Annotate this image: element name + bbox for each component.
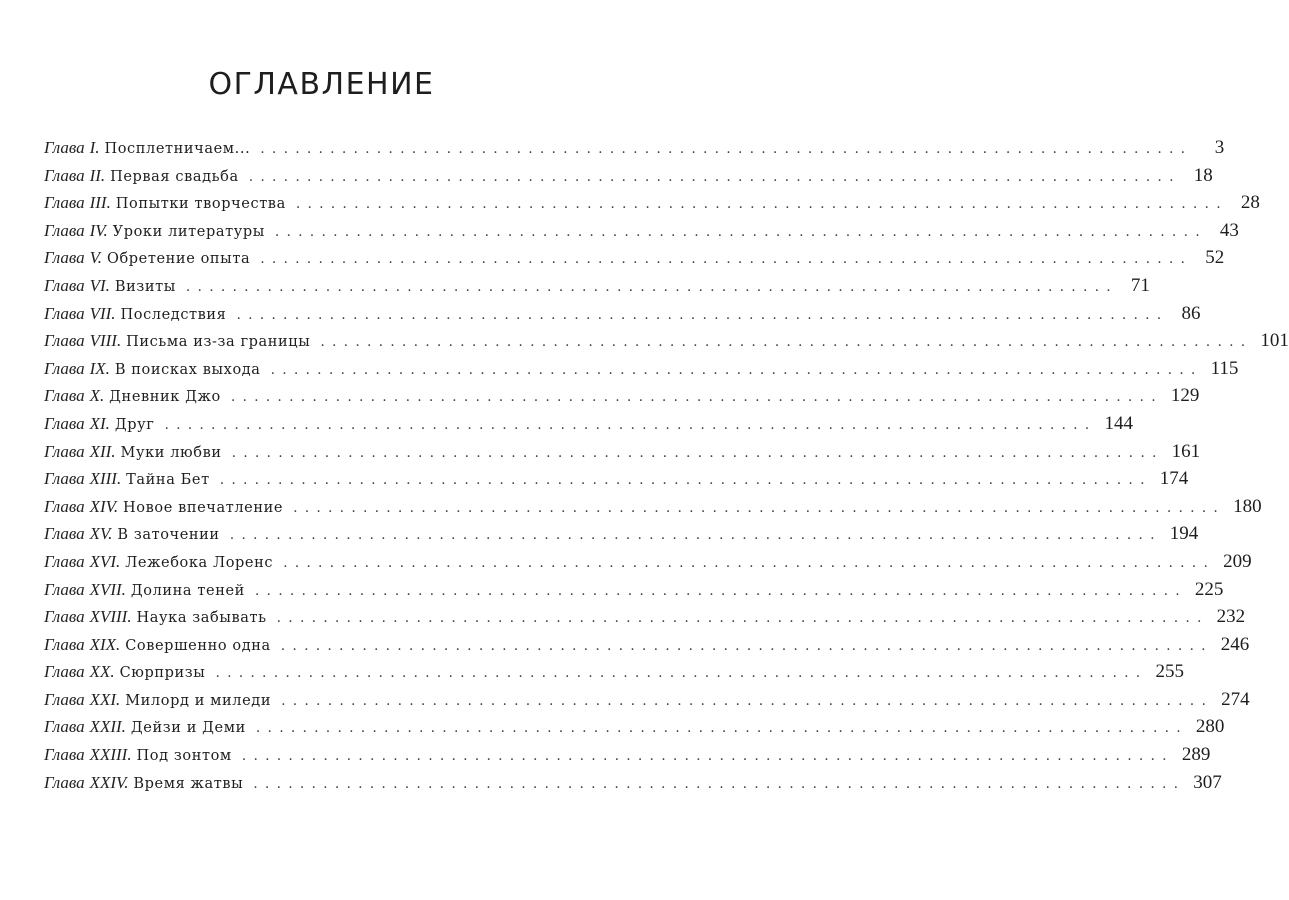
page-number: 115 xyxy=(1210,357,1239,379)
toc-entry xyxy=(44,355,1239,383)
chapter-number: VI. xyxy=(89,275,110,295)
chapter-title: Дневник Джо xyxy=(109,389,221,406)
page-title: ОГЛАВЛЕНИЕ xyxy=(208,67,435,102)
chapter-title: Последствия xyxy=(120,306,227,323)
toc-entry xyxy=(44,300,1201,328)
chapter-label: Глава xyxy=(44,331,85,351)
chapter-title: Совершенно одна xyxy=(125,637,271,654)
dot-leader: ................................................................................ xyxy=(164,416,1097,433)
chapter-number: XXI. xyxy=(89,689,121,709)
page-number: 289 xyxy=(1181,744,1211,766)
chapter-title: Письма из-за границы xyxy=(126,334,311,351)
chapter-number: XXII. xyxy=(89,717,126,737)
page-number: 225 xyxy=(1194,578,1224,600)
page-number: 144 xyxy=(1104,412,1133,434)
dot-leader: ................................................................................ xyxy=(260,141,1193,157)
chapter-label: Глава xyxy=(44,717,85,737)
chapter-number: I. xyxy=(89,138,100,157)
dot-leader: ................................................................................ xyxy=(276,610,1209,627)
toc-entry xyxy=(44,217,1239,245)
chapter-title: Дейзи и Деми xyxy=(130,720,246,737)
chapter-number: VII. xyxy=(89,303,116,323)
chapter-title: Муки любви xyxy=(120,444,222,461)
chapter-title: Визиты xyxy=(114,278,176,295)
dot-leader: ................................................................................ xyxy=(253,775,1186,792)
dot-leader: ................................................................................ xyxy=(255,720,1188,737)
chapter-title: Тайна Бет xyxy=(126,472,210,489)
chapter-label: Глава xyxy=(44,165,85,185)
chapter-title: Уроки литературы xyxy=(112,223,265,240)
chapter-title: Сюрпризы xyxy=(119,665,206,682)
chapter-number: XXIII. xyxy=(89,745,132,765)
chapter-label: Глава xyxy=(44,138,85,157)
chapter-label: Глава xyxy=(44,607,85,627)
page-number: 280 xyxy=(1195,716,1225,738)
chapter-label: Глава xyxy=(44,634,85,654)
page-number: 274 xyxy=(1221,688,1250,710)
chapter-title: Обретение опыта xyxy=(106,251,251,268)
chapter-label: Глава xyxy=(44,220,85,240)
page-number: 174 xyxy=(1159,468,1189,490)
chapter-number: II. xyxy=(89,165,106,185)
toc-entry xyxy=(44,438,1201,466)
chapter-number: V. xyxy=(89,248,103,268)
chapter-label: Глава xyxy=(44,579,85,599)
dot-leader: ................................................................................ xyxy=(260,251,1193,268)
toc-entry xyxy=(44,658,1184,686)
chapter-label: Глава xyxy=(44,413,85,433)
page-number: 18 xyxy=(1193,164,1213,186)
toc-entry xyxy=(44,244,1225,272)
dot-leader: ................................................................................ xyxy=(230,389,1163,406)
toc-entry xyxy=(44,741,1211,769)
dot-leader: ................................................................................ xyxy=(231,444,1164,461)
chapter-label: Глава xyxy=(44,469,85,489)
page-number: 86 xyxy=(1181,302,1201,324)
page-number: 71 xyxy=(1130,274,1150,296)
chapter-number: XIX. xyxy=(89,634,121,654)
dot-leader: ................................................................................ xyxy=(283,554,1216,571)
page-number: 161 xyxy=(1171,440,1201,462)
page-number: 3 xyxy=(1214,137,1225,158)
toc-entry xyxy=(44,410,1133,438)
toc-entry xyxy=(44,465,1189,493)
chapter-label: Глава xyxy=(44,193,85,213)
dot-leader: ................................................................................ xyxy=(185,278,1118,295)
dot-leader: ................................................................................ xyxy=(248,168,1181,185)
chapter-number: X. xyxy=(89,386,105,406)
chapter-number: XIII. xyxy=(89,469,122,489)
chapter-number: XIV. xyxy=(89,496,119,516)
dot-leader: ................................................................................ xyxy=(215,665,1148,682)
chapter-title: Попытки творчества xyxy=(115,196,286,213)
toc-entry xyxy=(44,548,1252,576)
toc-entry xyxy=(44,382,1200,410)
chapter-title: Милорд и миледи xyxy=(125,692,272,709)
chapter-label: Глава xyxy=(44,303,85,323)
page-number: 307 xyxy=(1193,771,1222,793)
toc-entry xyxy=(44,272,1150,300)
page-number: 209 xyxy=(1223,550,1252,572)
page-number: 194 xyxy=(1169,523,1199,545)
chapter-title: Наука забывать xyxy=(136,610,267,627)
chapter-title: Под зонтом xyxy=(136,748,232,765)
table-of-contents xyxy=(44,134,1289,796)
chapter-title: Посплетничаем... xyxy=(104,141,251,157)
chapter-number: III. xyxy=(89,193,111,213)
dot-leader: ................................................................................ xyxy=(270,361,1203,378)
chapter-number: IV. xyxy=(89,220,108,240)
page-number: 43 xyxy=(1219,219,1239,241)
dot-leader: ................................................................................ xyxy=(293,499,1226,516)
dot-leader: ................................................................................ xyxy=(254,582,1187,599)
chapter-title: Новое впечатление xyxy=(123,499,284,516)
toc-entry xyxy=(44,686,1250,714)
chapter-number: IX. xyxy=(89,358,110,378)
page-number: 52 xyxy=(1205,247,1225,269)
chapter-number: XI. xyxy=(89,413,110,433)
chapter-label: Глава xyxy=(44,524,85,544)
toc-entry xyxy=(44,576,1224,604)
chapter-title: В заточении xyxy=(117,527,220,544)
toc-entry xyxy=(44,713,1225,741)
chapter-number: VIII. xyxy=(89,331,122,351)
page-number: 246 xyxy=(1220,633,1250,655)
dot-leader: ................................................................................ xyxy=(281,692,1214,709)
chapter-number: XVI. xyxy=(89,551,121,571)
toc-entry xyxy=(44,134,1225,162)
chapter-number: XX. xyxy=(89,662,115,682)
dot-leader: ................................................................................ xyxy=(274,223,1207,240)
chapter-number: XVII. xyxy=(89,579,126,599)
chapter-label: Глава xyxy=(44,275,85,295)
toc-entry xyxy=(44,769,1222,797)
chapter-title: Долина теней xyxy=(130,582,245,599)
toc-entry xyxy=(44,603,1246,631)
page-number: 129 xyxy=(1170,385,1200,407)
chapter-label: Глава xyxy=(44,662,85,682)
toc-entry xyxy=(44,327,1289,355)
chapter-number: XVIII. xyxy=(89,607,132,627)
toc-entry xyxy=(44,631,1250,659)
dot-leader: ................................................................................ xyxy=(219,472,1152,489)
dot-leader: ................................................................................ xyxy=(320,334,1253,351)
page-number: 255 xyxy=(1155,661,1184,683)
chapter-label: Глава xyxy=(44,358,85,378)
chapter-label: Глава xyxy=(44,386,85,406)
chapter-label: Глава xyxy=(44,496,85,516)
dot-leader: ................................................................................ xyxy=(280,637,1213,654)
chapter-title: Время жатвы xyxy=(133,775,244,792)
page-number: 180 xyxy=(1233,495,1262,517)
chapter-label: Глава xyxy=(44,441,85,461)
chapter-title: Первая свадьба xyxy=(110,168,239,185)
chapter-title: Друг xyxy=(114,416,155,433)
chapter-number: XXIV. xyxy=(89,772,129,792)
chapter-label: Глава xyxy=(44,689,85,709)
chapter-number: XV. xyxy=(89,524,113,544)
chapter-number: XII. xyxy=(89,441,116,461)
chapter-label: Глава xyxy=(44,248,85,268)
toc-entry xyxy=(44,162,1213,190)
chapter-label: Глава xyxy=(44,745,85,765)
chapter-label: Глава xyxy=(44,551,85,571)
page-number: 28 xyxy=(1240,192,1260,214)
dot-leader: ................................................................................ xyxy=(295,196,1228,213)
toc-entry xyxy=(44,189,1260,217)
dot-leader: ................................................................................ xyxy=(229,527,1162,544)
chapter-label: Глава xyxy=(44,772,85,792)
chapter-title: В поисках выхода xyxy=(114,361,261,378)
page-number: 232 xyxy=(1216,606,1246,628)
toc-entry xyxy=(44,493,1262,521)
dot-leader: ................................................................................ xyxy=(241,748,1174,765)
page-number: 101 xyxy=(1260,330,1289,352)
toc-entry xyxy=(44,520,1199,548)
dot-leader: ................................................................................ xyxy=(236,306,1169,323)
chapter-title: Лежебока Лоренс xyxy=(125,554,274,571)
